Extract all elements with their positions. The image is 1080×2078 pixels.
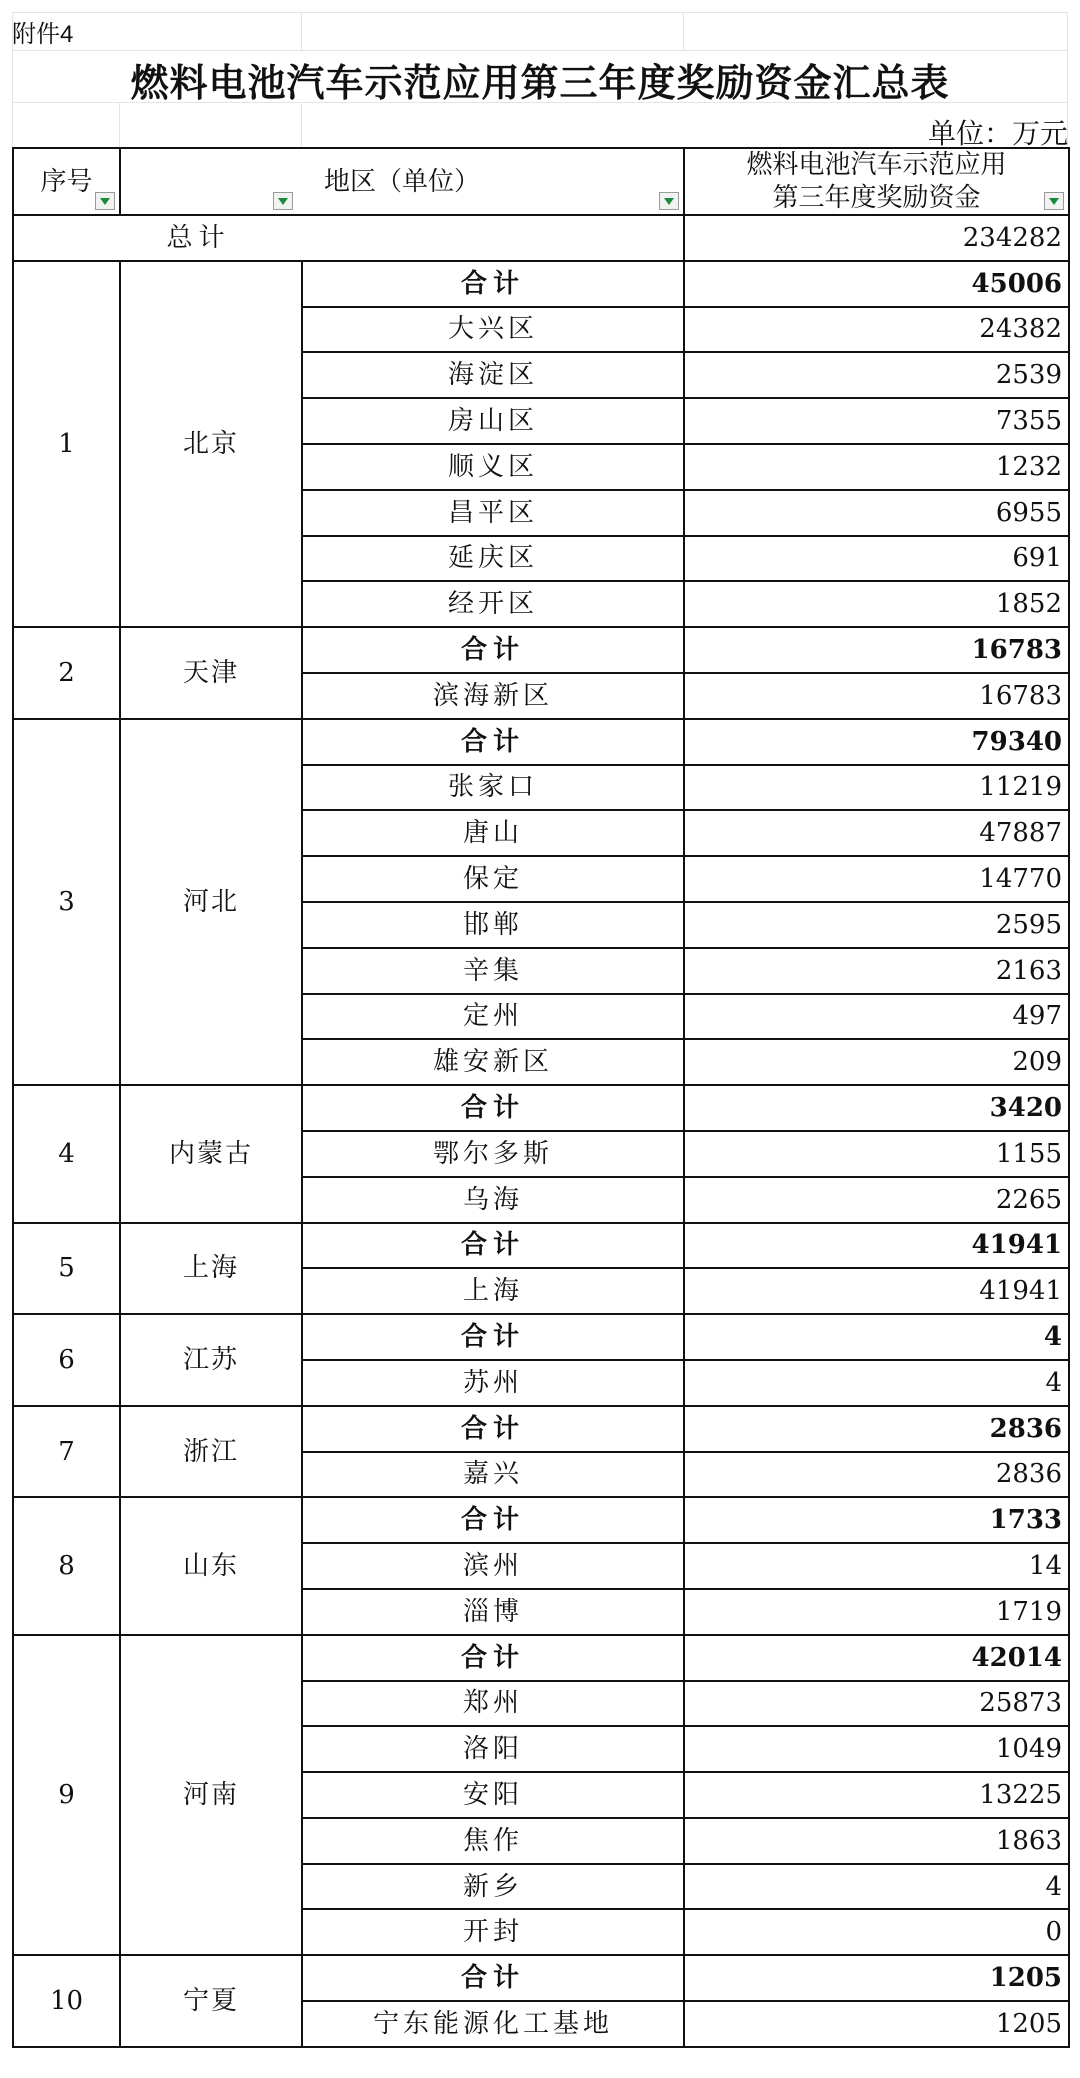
- subtotal-label: 合计: [302, 1085, 684, 1131]
- city-cell: 昌平区: [302, 490, 684, 536]
- city-cell: 乌海: [302, 1177, 684, 1223]
- subtotal-label: 合计: [302, 1497, 684, 1543]
- header-row: [13, 148, 1069, 215]
- value-cell: 11219: [684, 765, 1069, 811]
- subtotal-value: 42014: [684, 1635, 1069, 1681]
- filter-dropdown-icon[interactable]: [273, 192, 293, 210]
- city-cell: 邯郸: [302, 902, 684, 948]
- gridline: [301, 12, 302, 50]
- city-cell: 安阳: [302, 1772, 684, 1818]
- value-cell: 1863: [684, 1818, 1069, 1864]
- city-cell: 经开区: [302, 581, 684, 627]
- attachment-label: 附件4: [12, 21, 74, 48]
- filter-dropdown-icon[interactable]: [659, 192, 679, 210]
- subtotal-value: 16783: [684, 627, 1069, 673]
- subtotal-value: 45006: [684, 261, 1069, 307]
- seq-cell: 10: [13, 1955, 120, 2047]
- group-subtotal-row: [13, 627, 1069, 673]
- group-subtotal-row: [13, 1635, 1069, 1681]
- city-cell: 雄安新区: [302, 1039, 684, 1085]
- subtotal-label: 合计: [302, 1314, 684, 1360]
- value-cell: 1719: [684, 1589, 1069, 1635]
- city-cell: 鄂尔多斯: [302, 1131, 684, 1177]
- header-seq-label: 序号: [40, 166, 93, 197]
- value-cell: 2265: [684, 1177, 1069, 1223]
- group-subtotal-row: [13, 1955, 1069, 2001]
- province-cell: 内蒙古: [120, 1085, 302, 1222]
- subtotal-value: 1733: [684, 1497, 1069, 1543]
- province-cell: 山东: [120, 1497, 302, 1634]
- value-cell: 4: [684, 1864, 1069, 1910]
- province-cell: 江苏: [120, 1314, 302, 1406]
- city-cell: 滨海新区: [302, 673, 684, 719]
- seq-cell: 3: [13, 719, 120, 1085]
- subtotal-label: 合计: [302, 1955, 684, 2001]
- subtotal-value: 3420: [684, 1085, 1069, 1131]
- seq-cell: 8: [13, 1497, 120, 1634]
- seq-cell: 9: [13, 1635, 120, 1956]
- province-cell: 北京: [120, 261, 302, 627]
- header-region: [120, 148, 684, 215]
- value-cell: 2163: [684, 948, 1069, 994]
- total-row: [13, 215, 1069, 261]
- header-fund: [684, 148, 1069, 215]
- value-cell: 41941: [684, 1268, 1069, 1314]
- city-cell: 郑州: [302, 1681, 684, 1727]
- city-cell: 张家口: [302, 765, 684, 811]
- gridline: [12, 12, 1068, 13]
- value-cell: 2836: [684, 1452, 1069, 1498]
- city-cell: 定州: [302, 994, 684, 1040]
- city-cell: 嘉兴: [302, 1452, 684, 1498]
- group-subtotal-row: [13, 1497, 1069, 1543]
- value-cell: 691: [684, 536, 1069, 582]
- value-cell: 1049: [684, 1726, 1069, 1772]
- value-cell: 14: [684, 1543, 1069, 1589]
- subtotal-label: 合计: [302, 261, 684, 307]
- value-cell: 4: [684, 1360, 1069, 1406]
- header-seq: [13, 148, 120, 215]
- value-cell: 1205: [684, 2001, 1069, 2047]
- funding-table: [12, 147, 1070, 2048]
- group-subtotal-row: [13, 261, 1069, 307]
- total-value: 234282: [684, 215, 1069, 261]
- group-subtotal-row: [13, 1314, 1069, 1360]
- province-cell: 浙江: [120, 1406, 302, 1498]
- city-cell: 洛阳: [302, 1726, 684, 1772]
- subtotal-label: 合计: [302, 627, 684, 673]
- value-cell: 0: [684, 1909, 1069, 1955]
- city-cell: 房山区: [302, 398, 684, 444]
- province-cell: 河北: [120, 719, 302, 1085]
- subtotal-value: 79340: [684, 719, 1069, 765]
- seq-cell: 4: [13, 1085, 120, 1222]
- province-cell: 宁夏: [120, 1955, 302, 2047]
- value-cell: 497: [684, 994, 1069, 1040]
- value-cell: 47887: [684, 810, 1069, 856]
- city-cell: 宁东能源化工基地: [302, 2001, 684, 2047]
- value-cell: 6955: [684, 490, 1069, 536]
- city-cell: 大兴区: [302, 307, 684, 353]
- gridline: [119, 102, 120, 147]
- city-cell: 苏州: [302, 1360, 684, 1406]
- subtotal-value: 1205: [684, 1955, 1069, 2001]
- province-cell: 上海: [120, 1223, 302, 1315]
- subtotal-label: 合计: [302, 719, 684, 765]
- value-cell: 7355: [684, 398, 1069, 444]
- gridline: [683, 12, 684, 50]
- city-cell: 顺义区: [302, 444, 684, 490]
- subtotal-value: 2836: [684, 1406, 1069, 1452]
- value-cell: 1155: [684, 1131, 1069, 1177]
- header-region-label: 地区（单位）: [324, 166, 481, 197]
- seq-cell: 5: [13, 1223, 120, 1315]
- gridline: [301, 102, 302, 147]
- filter-dropdown-icon[interactable]: [95, 192, 115, 210]
- city-cell: 延庆区: [302, 536, 684, 582]
- value-cell: 2539: [684, 352, 1069, 398]
- value-cell: 16783: [684, 673, 1069, 719]
- province-cell: 天津: [120, 627, 302, 719]
- value-cell: 13225: [684, 1772, 1069, 1818]
- page-title: 燃料电池汽车示范应用第三年度奖励资金汇总表: [130, 61, 950, 105]
- city-cell: 滨州: [302, 1543, 684, 1589]
- value-cell: 1232: [684, 444, 1069, 490]
- city-cell: 保定: [302, 856, 684, 902]
- city-cell: 海淀区: [302, 352, 684, 398]
- header-fund-line2: 第三年度奖励资金: [772, 182, 981, 213]
- gridline: [12, 50, 1068, 51]
- value-cell: 2595: [684, 902, 1069, 948]
- value-cell: 25873: [684, 1681, 1069, 1727]
- filter-dropdown-icon[interactable]: [1044, 192, 1064, 210]
- header-fund-line1: 燃料电池汽车示范应用: [746, 150, 1007, 180]
- city-cell: 焦作: [302, 1818, 684, 1864]
- group-subtotal-row: [13, 1085, 1069, 1131]
- value-cell: 209: [684, 1039, 1069, 1085]
- unit-label: 单位：万元: [927, 117, 1068, 150]
- value-cell: 14770: [684, 856, 1069, 902]
- city-cell: 唐山: [302, 810, 684, 856]
- subtotal-label: 合计: [302, 1635, 684, 1681]
- subtotal-label: 合计: [302, 1406, 684, 1452]
- seq-cell: 6: [13, 1314, 120, 1406]
- group-subtotal-row: [13, 719, 1069, 765]
- city-cell: 新乡: [302, 1864, 684, 1910]
- group-subtotal-row: [13, 1406, 1069, 1452]
- city-cell: 开封: [302, 1909, 684, 1955]
- value-cell: 1852: [684, 581, 1069, 627]
- city-cell: 淄博: [302, 1589, 684, 1635]
- group-subtotal-row: [13, 1223, 1069, 1269]
- city-cell: 辛集: [302, 948, 684, 994]
- subtotal-value: 41941: [684, 1223, 1069, 1269]
- seq-cell: 7: [13, 1406, 120, 1498]
- seq-cell: 1: [13, 261, 120, 627]
- subtotal-value: 4: [684, 1314, 1069, 1360]
- province-cell: 河南: [120, 1635, 302, 1956]
- total-label: 总计: [13, 215, 684, 261]
- subtotal-label: 合计: [302, 1223, 684, 1269]
- seq-cell: 2: [13, 627, 120, 719]
- city-cell: 上海: [302, 1268, 684, 1314]
- value-cell: 24382: [684, 307, 1069, 353]
